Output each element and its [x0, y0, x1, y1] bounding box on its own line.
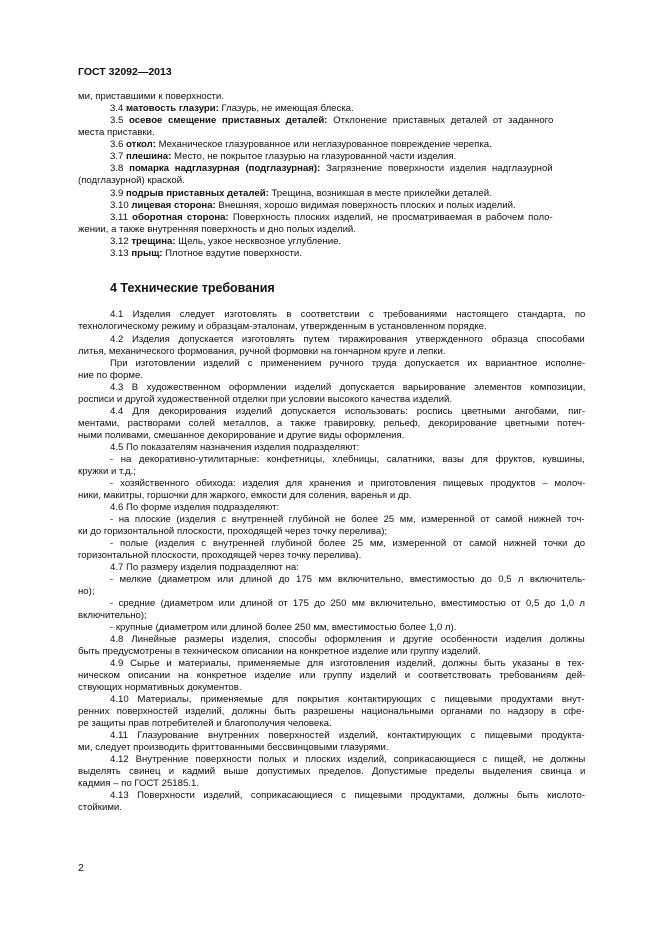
definition-text: 3.10: [110, 200, 132, 211]
defined-term: прыщ:: [131, 248, 163, 259]
paragraph-line: ки до горизонтальной плоскости, проходящей через точку перелива);: [78, 526, 388, 537]
paragraph-line: 4.13 Поверхности изделий, соприкасающиеся с пищевыми продуктами, должны быть кислото-: [110, 790, 586, 801]
definition-text: Поверхность плоских изделий, не просматриваемая в рабочем поло-: [228, 212, 553, 223]
paragraph-line: 4.11 Глазурование внутренних поверхностей изделий, контактирующих с пищевыми продукта-: [110, 730, 585, 741]
paragraph-line: быть предусмотрены в техническом описании на конкретное изделие или группу изделий.: [78, 646, 481, 657]
paragraph-line: горизонтальной плоскости, проходящей через точку перелива).: [78, 550, 362, 561]
definition-line: [110, 236, 341, 248]
defined-term: матовость глазури:: [126, 103, 219, 114]
definition-text: 3.4: [110, 103, 127, 114]
defined-term: оборотная сторона:: [132, 212, 229, 223]
definition-text: жении, а также внутренняя поверхность и дно полых изделий.: [78, 224, 356, 235]
definition-line: [110, 163, 553, 175]
paragraph-line: но);: [78, 586, 95, 597]
definition-line: [110, 212, 553, 224]
definition-text: 3.7: [110, 151, 127, 162]
definition-line: [110, 248, 302, 260]
definition-text: 3.6: [110, 139, 127, 150]
paragraph-line: технологическому режиму и образцам-эталонам, утвержденным в установленном порядке.: [78, 321, 487, 332]
definition-line: [110, 115, 553, 127]
paragraph-line: ники, макитры, горшочки для жаркого, емкости для соления, варенья и др.: [78, 490, 412, 501]
paragraph-line: 4.8 Линейные размеры изделия, способы оформления и другие особенности изделия должны: [110, 634, 585, 645]
definition-line: [78, 91, 224, 103]
definition-text: Загрязнение поверхности изделия надглазурной: [320, 163, 553, 174]
defined-term: осевое смещение приставных деталей:: [129, 115, 328, 126]
paragraph-line: включительно);: [78, 610, 147, 621]
definition-text: места приставки.: [78, 127, 155, 138]
document-header: ГОСТ 32092—2013: [78, 66, 172, 78]
defined-term: плешина:: [126, 151, 172, 162]
paragraph-line: ми, следует производить фриттованными бессвинцовыми глазурями.: [78, 742, 389, 753]
defined-term: лицевая сторона:: [131, 200, 216, 211]
definition-text: 3.5: [110, 115, 130, 126]
paragraph-line: ническом описании на конкретное изделие или группу изделий и соответствовать требованиям дей-: [78, 670, 586, 681]
paragraph-line: кружки и т.д.;: [78, 466, 136, 477]
definition-line: [78, 127, 155, 139]
paragraph-line: - на декоративно-утилитарные: конфетницы, хлебницы, салатники, вазы для фруктов, кувшины,: [110, 454, 585, 465]
paragraph-line: - на плоские (изделия с внутренней глубиной не более 25 мм, измеренной от самой нижней точ-: [110, 514, 585, 525]
paragraph-line: 4.12 Внутренние поверхности полых и плоских изделий, соприкасающиеся с пищей, не должны: [110, 754, 586, 765]
definition-line: [78, 175, 185, 187]
paragraph-line: 4.4 Для декорирования изделий допускается использовать: роспись цветными ангобами, пиг-: [110, 406, 586, 417]
page-number: 2: [78, 862, 84, 874]
defined-term: подрыв приставных деталей:: [126, 188, 269, 199]
paragraph-line: кадмия – по ГОСТ 25185.1.: [78, 778, 199, 789]
paragraph-line: 4.3 В художественном оформлении изделий допускается варьирование элементов композиции,: [110, 382, 586, 393]
paragraph-line: - мелкие (диаметром или длиной до 175 мм включительно, вместимостью до 0,5 л включитель-: [110, 574, 586, 585]
definition-text: Механическое глазурованное или неглазурованное повреждение черепка.: [155, 139, 492, 150]
definition-line: [78, 224, 356, 236]
paragraph-line: ствующих нормативных документов.: [78, 682, 242, 693]
definition-line: [110, 188, 492, 200]
definition-text: 3.13: [110, 248, 132, 259]
definition-text: Щель, узкое несквозное углубление.: [175, 236, 342, 247]
paragraph-line: стойкими.: [78, 802, 122, 813]
definition-line: [110, 103, 354, 115]
definition-text: 3.12: [110, 236, 132, 247]
section-heading: 4 Технические требования: [110, 281, 275, 295]
definition-line: [110, 151, 456, 163]
definition-line: [110, 200, 516, 212]
definition-text: Отклонение приставных деталей от заданного: [327, 115, 554, 126]
definition-text: (подглазурной) краской.: [78, 175, 185, 186]
paragraph-line: ние по форме.: [78, 370, 144, 381]
definition-text: 3.8: [110, 163, 130, 174]
paragraph-line: 4.7 По размеру изделия подразделяют на:: [110, 562, 299, 573]
definition-line: [110, 139, 492, 151]
paragraph-line: - полые (изделия с внутренней глубиной более 25 мм, измеренной от самой нижней точки до: [110, 538, 586, 549]
definition-text: ми, приставшими к поверхности.: [78, 91, 224, 102]
paragraph-line: 4.6 По форме изделия подразделяют:: [110, 502, 280, 513]
paragraph-line: ре защиты прав потребителей и благополучия человека.: [78, 718, 332, 729]
paragraph-line: 4.9 Сырье и материалы, применяемые для изготовления изделий, должны быть указаны в тех-: [110, 658, 585, 669]
paragraph-line: 4.1 Изделия следует изготовлять в соответствии с требованиями настоящего стандарта, по: [110, 309, 586, 320]
defined-term: откол:: [126, 139, 156, 150]
defined-term: помарка надглазурная (подглазурная):: [129, 163, 321, 174]
paragraph-line: При изготовлении изделий с применением ручного труда допускается их вариантное исполне-: [110, 358, 586, 369]
definition-text: 3.11: [110, 212, 133, 223]
definition-text: Внешняя, хорошо видимая поверхность плоских и полых изделий.: [215, 200, 516, 211]
paragraph-line: - хозяйственного обихода: изделия для хранения и приготовления пищевых продуктов – молоч-: [110, 478, 586, 489]
paragraph-line: - крупные (диаметром или длиной более 250 мм, вместимостью более 1,0 л).: [110, 622, 457, 633]
paragraph-line: 4.2 Изделия допускается изготовлять путем тиражирования утвержденного образца способами: [110, 334, 585, 345]
paragraph-line: росписи и другой художественной отделки при условии высокого качества изделий.: [78, 394, 453, 405]
paragraph-line: 4.5 По показателям назначения изделия подразделяют:: [110, 442, 360, 453]
defined-term: трещина:: [131, 236, 176, 247]
paragraph-line: выделять свинец и кадмий выше допустимых пределов. Допустимые пределы выделения свинца и: [78, 766, 586, 777]
paragraph-line: литья, механического формования, ручной формовки на гончарном круге и лепки.: [78, 346, 446, 357]
paragraph-line: - средние (диаметром или длиной от 175 до 250 мм включительно, вместимостью от 0,5 до 1,0 л: [110, 598, 586, 609]
definition-text: 3.9: [110, 188, 127, 199]
paragraph-line: ментами, растворами солей металлов, а также гравировку, рельеф, декорирование цветными потеч-: [78, 418, 585, 429]
paragraph-line: 4.10 Материалы, применяемые для покрытия контактирующих с пищевыми продуктами внут-: [110, 694, 585, 705]
definition-text: Трещина, возникшая в месте приклейки деталей.: [268, 188, 492, 199]
paragraph-line: ренних поверхностей изделий, должны быть разрешены национальными органами по надзору в сфе-: [78, 706, 585, 717]
definition-text: Глазурь, не имеющая блеска.: [218, 103, 354, 114]
definition-text: Место, не покрытое глазурью на глазурованной части изделия.: [171, 151, 457, 162]
definition-text: Плотное вздутие поверхности.: [162, 248, 302, 259]
paragraph-line: ными поливами, смешанное декорирование и другие виды оформления.: [78, 430, 405, 441]
